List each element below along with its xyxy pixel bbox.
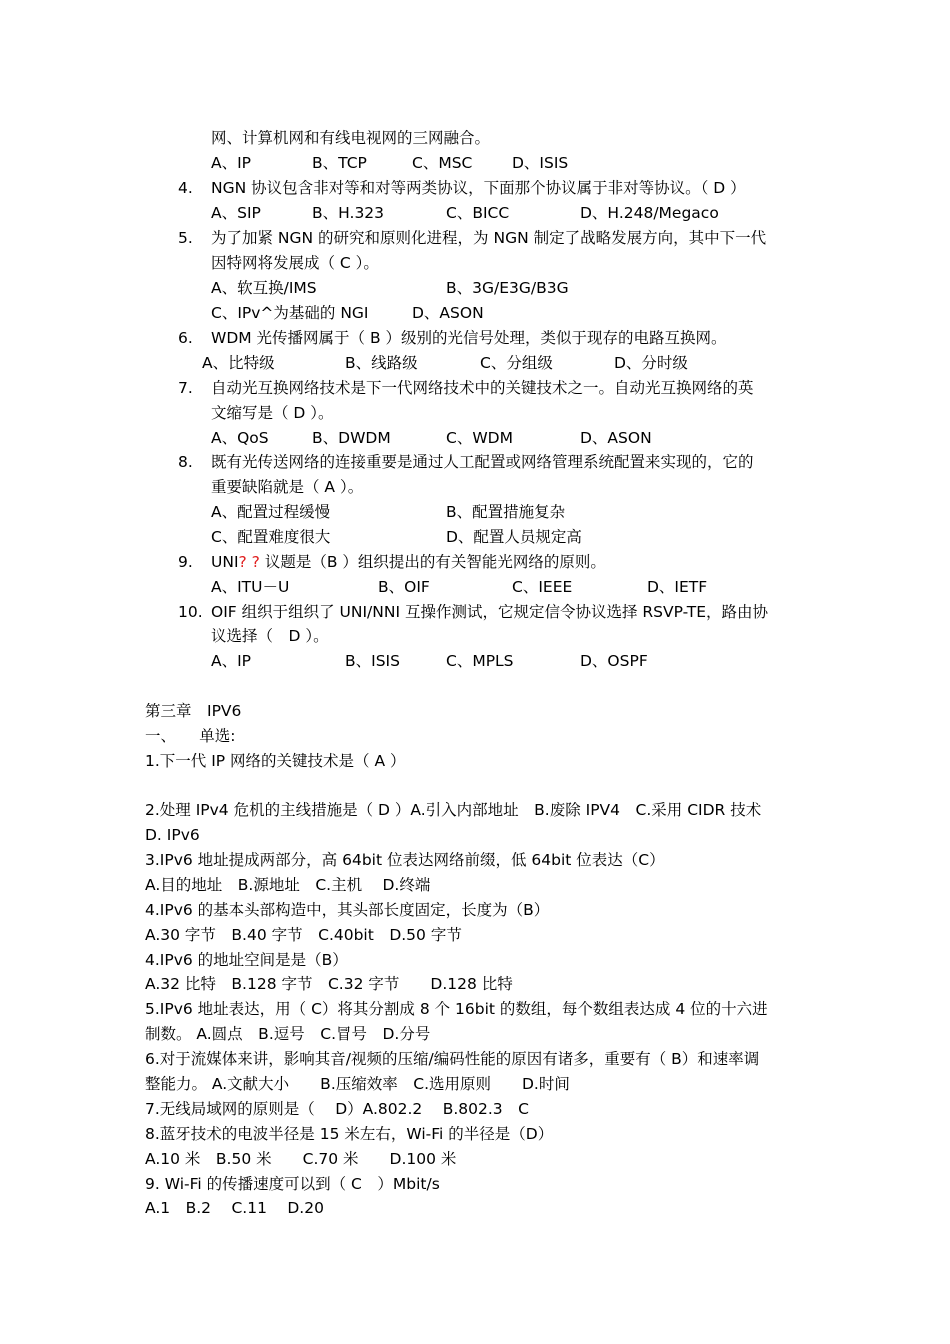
q6-option-a: A、比特级	[202, 354, 275, 372]
q5-option-b: B、3G/E3G/B3G	[446, 279, 569, 297]
q8-option-b: B、配置措施复杂	[446, 503, 566, 521]
q9-text-prefix: UNI	[211, 553, 239, 571]
q7-option-a: A、QoS	[211, 429, 269, 447]
q9-option-b: B、OIF	[378, 578, 430, 596]
q6-option-d: D、分时级	[614, 354, 688, 372]
ch3-line: A.30 字节 B.40 字节 C.40bit D.50 字节	[145, 926, 462, 944]
q7-option-d: D、ASON	[580, 429, 652, 447]
q4-text: NGN 协议包含非对等和对等两类协议，下面那个协议属于非对等协议。（ D ）	[211, 179, 746, 197]
q5-number: 5.	[178, 229, 193, 247]
ch3-line: A.10 米 B.50 米 C.70 米 D.100 米	[145, 1150, 457, 1168]
q3-continuation: 网、计算机网和有线电视网的三网融合。	[211, 129, 491, 147]
q8-option-a: A、配置过程缓慢	[211, 503, 331, 521]
q5-option-a: A、软互换/IMS	[211, 279, 317, 297]
q6-option-c: C、分组级	[480, 354, 553, 372]
ch3-line: A.32 比特 B.128 字节 C.32 字节 D.128 比特	[145, 975, 513, 993]
q10-option-d: D、OSPF	[580, 652, 648, 670]
q9-option-a: A、ITU－U	[211, 578, 290, 596]
ch3-line: D. IPv6	[145, 826, 200, 844]
q9-option-c: C、IEEE	[512, 578, 573, 596]
q8-option-c: C、配置难度很大	[211, 528, 331, 546]
q4-option-c: C、BICC	[446, 204, 510, 222]
ch3-line: 3.IPv6 地址提成两部分，高 64bit 位表达网络前缀，低 64bit 位表达（C）	[145, 851, 665, 869]
q4-number: 4.	[178, 179, 193, 197]
q9-text-rest: 议题是（B ）组织提出的有关智能光网络的原则。	[259, 553, 606, 571]
ch3-line: A.1 B.2 C.11 D.20	[145, 1199, 324, 1217]
ch3-line: 5.IPv6 地址表达，用（ C）将其分割成 8 个 16bit 的数组，每个数组表达成 4 位的十六进	[145, 1000, 768, 1018]
q10-option-b: B、ISIS	[345, 652, 400, 670]
q6-number: 6.	[178, 329, 193, 347]
ch3-line: 1.下一代 IP 网络的关键技术是（ A ）	[145, 752, 406, 770]
q8-option-d: D、配置人员规定高	[446, 528, 582, 546]
q5-line-1: 为了加紧 NGN 的研究和原则化进程，为 NGN 制定了战略发展方向，其中下一代	[211, 229, 767, 247]
q10-line-1: OIF 组织于组织了 UNI/NNI 互操作测试，它规定信令协议选择 RSVP-TE，路由协	[211, 603, 769, 621]
q9-highlight: ? ?	[238, 553, 260, 571]
q5-option-d: D、ASON	[412, 304, 484, 322]
ch3-line: 8.蓝牙技术的电波半径是 15 米左右，Wi-Fi 的半径是（D）	[145, 1125, 554, 1143]
ch3-line: 4.IPv6 的地址空间是是（B）	[145, 951, 348, 969]
q5-option-c: C、IPv^为基础的 NGI	[211, 304, 369, 322]
q4-option-d: D、H.248/Megaco	[580, 204, 719, 222]
q6-option-b: B、线路级	[345, 354, 418, 372]
ch3-line: 4.IPv6 的基本头部构造中，其头部长度固定，长度为（B）	[145, 901, 550, 919]
q3-option-c: C、MSC	[412, 154, 473, 172]
ch3-line: 整能力。 A.文献大小 B.压缩效率 C.选用原则 D.时间	[145, 1075, 570, 1093]
q9-option-d: D、IETF	[647, 578, 708, 596]
ch3-line: 制数。 A.圆点 B.逗号 C.冒号 D.分号	[145, 1025, 431, 1043]
ch3-line: 7.无线局域网的原则是（ D）A.802.2 B.802.3 C	[145, 1100, 529, 1118]
q7-line-1: 自动光互换网络技术是下一代网络技术中的关键技术之一。自动光互换网络的英	[211, 379, 754, 397]
q5-line-2: 因特网将发展成（ C ）。	[211, 254, 379, 272]
q9-number: 9.	[178, 553, 193, 571]
q8-number: 8.	[178, 453, 193, 471]
q10-number: 10.	[178, 603, 203, 621]
ch3-line: 9. Wi-Fi 的传播速度可以到（ C ）Mbit/s	[145, 1175, 440, 1193]
q8-line-2: 重要缺陷就是（ A ）。	[211, 478, 364, 496]
q9-text	[211, 552, 606, 572]
q3-option-d: D、ISIS	[512, 154, 569, 172]
q3-option-b: B、TCP	[312, 154, 367, 172]
q10-option-c: C、MPLS	[446, 652, 514, 670]
q6-text: WDM 光传播网属于（ B ）级别的光信号处理，类似于现存的电路互换网。	[211, 329, 727, 347]
q7-number: 7.	[178, 379, 193, 397]
q8-line-1: 既有光传送网络的连接重要是通过人工配置或网络管理系统配置来实现的，它的	[211, 453, 754, 471]
section-subtitle: 一、 单选:	[145, 727, 236, 745]
ch3-line: 6.对于流媒体来讲，影响其音/视频的压缩/编码性能的原因有诸多，重要有（ B）和速率调	[145, 1050, 760, 1068]
q7-option-c: C、WDM	[446, 429, 513, 447]
ch3-line: A.目的地址 B.源地址 C.主机 D.终端	[145, 876, 431, 894]
q4-option-b: B、H.323	[312, 204, 385, 222]
q10-option-a: A、IP	[211, 652, 252, 670]
q4-option-a: A、SIP	[211, 204, 261, 222]
q10-line-2: 议选择（ D ）。	[211, 627, 329, 645]
q7-line-2: 文缩写是（ D ）。	[211, 404, 334, 422]
ch3-line: 2.处理 IPv4 危机的主线措施是（ D ）A.引入内部地址 B.废除 IPV4 C.采用 CIDR 技术	[145, 801, 762, 819]
q7-option-b: B、DWDM	[312, 429, 391, 447]
chapter-title: 第三章 IPV6	[145, 702, 242, 720]
q3-option-a: A、IP	[211, 154, 252, 172]
